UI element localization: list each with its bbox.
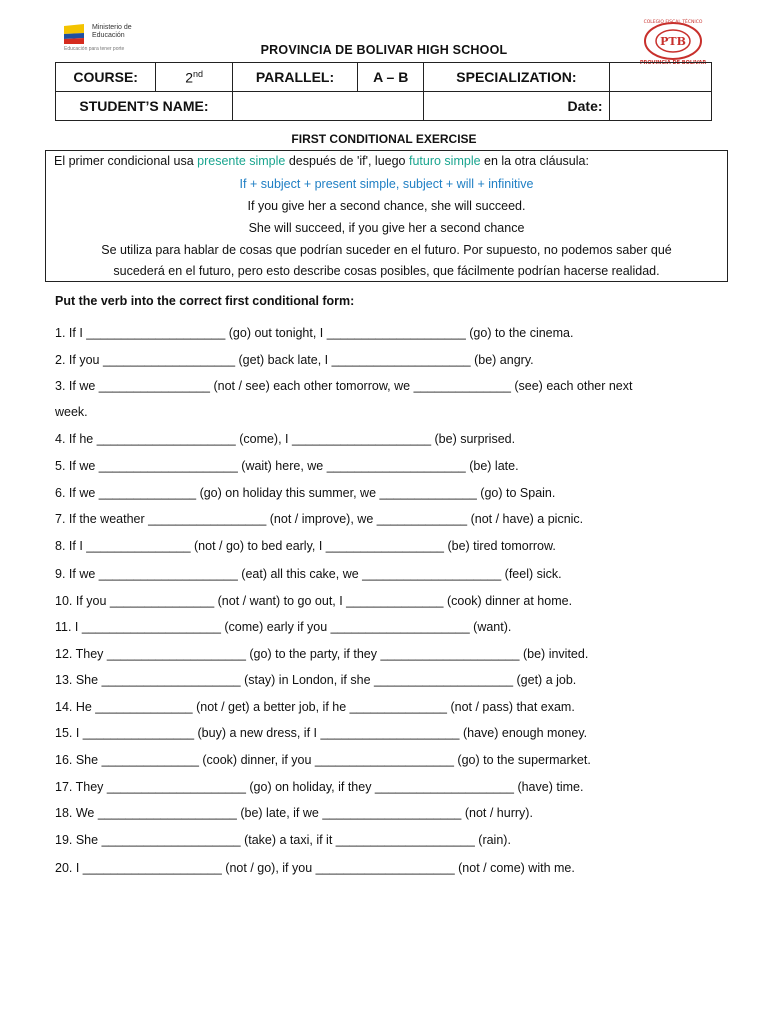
- date-field[interactable]: [609, 92, 711, 121]
- course-number: 2: [185, 69, 194, 86]
- exercise-item[interactable]: 14. He ______________ (not / get) a better job, if he ______________ (not / pass) that exam.: [55, 700, 575, 714]
- exercise-item[interactable]: 8. If I _______________ (not / go) to bed early, I _________________ (be) tired tomorrow.: [55, 539, 556, 553]
- exercise-item[interactable]: 15. I ________________ (buy) a new dress, if I ____________________ (have) enough money.: [55, 726, 588, 740]
- exercise-item[interactable]: 12. They ____________________ (go) to the party, if they ____________________ (be) invited.: [55, 647, 589, 661]
- exercise-item[interactable]: 20. I ____________________ (not / go), if you ____________________ (not / come) with me.: [55, 861, 575, 875]
- student-info-table: [55, 62, 712, 121]
- exercise-item[interactable]: 18. We ____________________ (be) late, if we ____________________ (not / hurry).: [55, 806, 533, 820]
- exercise-item[interactable]: 11. I ____________________ (come) early if you ____________________ (want).: [55, 620, 512, 634]
- explanation-intro: [54, 154, 735, 168]
- school-logo-bottom-text: PROVINCIA DE BOLIVAR: [639, 60, 707, 66]
- school-logo: [632, 14, 714, 66]
- present-simple-highlight: presente simple: [197, 154, 286, 168]
- formula-line: If + subject + present simple, subject + will + infinitive: [239, 177, 534, 191]
- course-ordinal: nd: [193, 68, 204, 79]
- student-name-field[interactable]: [232, 92, 423, 121]
- specialization-label: SPECIALIZATION:: [424, 63, 609, 92]
- exercise-item[interactable]: 2. If you ___________________ (get) back late, I ____________________ (be) angry.: [55, 353, 534, 367]
- intro-text-c: después de 'if', luego: [285, 154, 409, 168]
- student-name-label: STUDENT’S NAME:: [56, 92, 233, 121]
- exercise-item[interactable]: 17. They ____________________ (go) on holiday, if they ____________________ (have) time.: [55, 780, 584, 794]
- parallel-value[interactable]: A – B: [358, 63, 424, 92]
- exercise-title: FIRST CONDITIONAL EXERCISE: [291, 132, 477, 146]
- example-line-1: If you give her a second chance, she will succeed.: [247, 199, 526, 213]
- intro-text-a: El primer condicional usa: [54, 154, 198, 168]
- exercise-item[interactable]: 7. If the weather _________________ (not / improve), we _____________ (not / have) a picnic.: [55, 512, 584, 526]
- exercise-item[interactable]: 1. If I ____________________ (go) out tonight, I ____________________ (go) to the cinema.: [55, 326, 574, 340]
- parallel-label: PARALLEL:: [232, 63, 357, 92]
- date-label: Date:: [424, 92, 609, 121]
- explanation-box: [45, 150, 728, 282]
- exercise-item[interactable]: 13. She ____________________ (stay) in London, if she ____________________ (get) a job.: [55, 673, 577, 687]
- example-line-2: She will succeed, if you give her a second chance: [248, 221, 525, 235]
- course-value[interactable]: [156, 63, 233, 92]
- exercise-item[interactable]: 9. If we ____________________ (eat) all this cake, we ____________________ (feel) sick.: [55, 567, 562, 581]
- specialization-field[interactable]: [609, 63, 711, 92]
- exercise-item[interactable]: 5. If we ____________________ (wait) here, we ____________________ (be) late.: [55, 459, 519, 473]
- usage-note-2: sucederá en el futuro, pero esto describe cosas posibles, que fácilmente podrían hacerse realidad.: [113, 264, 660, 278]
- school-name: PROVINCIA DE BOLIVAR HIGH SCHOOL: [260, 43, 508, 57]
- exercise-item[interactable]: 4. If he ____________________ (come), I ____________________ (be) surprised.: [55, 432, 516, 446]
- exercise-item[interactable]: 3. If we ________________ (not / see) each other tomorrow, we ______________ (see) each other next: [55, 379, 633, 393]
- exercise-item[interactable]: 10. If you _______________ (not / want) to go out, I ______________ (cook) dinner at home.: [55, 594, 573, 608]
- exercise-item[interactable]: 19. She ____________________ (take) a taxi, if it ____________________ (rain).: [55, 833, 511, 847]
- exercise-item[interactable]: 16. She ______________ (cook) dinner, if you ____________________ (go) to the supermarket.: [55, 753, 591, 767]
- school-logo-letters: PTB: [660, 35, 686, 48]
- ministry-tagline: Educación para tener porte: [64, 46, 125, 52]
- ministry-name: Ministerio de Educación: [92, 24, 132, 39]
- course-label: COURSE:: [56, 63, 156, 92]
- school-logo-top-text: COLEGIO FISCAL TÉCNICO: [643, 20, 703, 25]
- exercise-instruction: Put the verb into the correct first conditional form:: [55, 294, 355, 308]
- exercise-item-continuation: week.: [55, 405, 88, 419]
- intro-text-e: en la otra cláusula:: [480, 154, 589, 168]
- future-simple-highlight: futuro simple: [408, 154, 481, 168]
- usage-note-1: Se utiliza para hablar de cosas que podrían suceder en el futuro. Por supuesto, no podemos saber qué: [101, 243, 672, 257]
- exercise-item[interactable]: 6. If we ______________ (go) on holiday this summer, we ______________ (go) to Spain.: [55, 486, 556, 500]
